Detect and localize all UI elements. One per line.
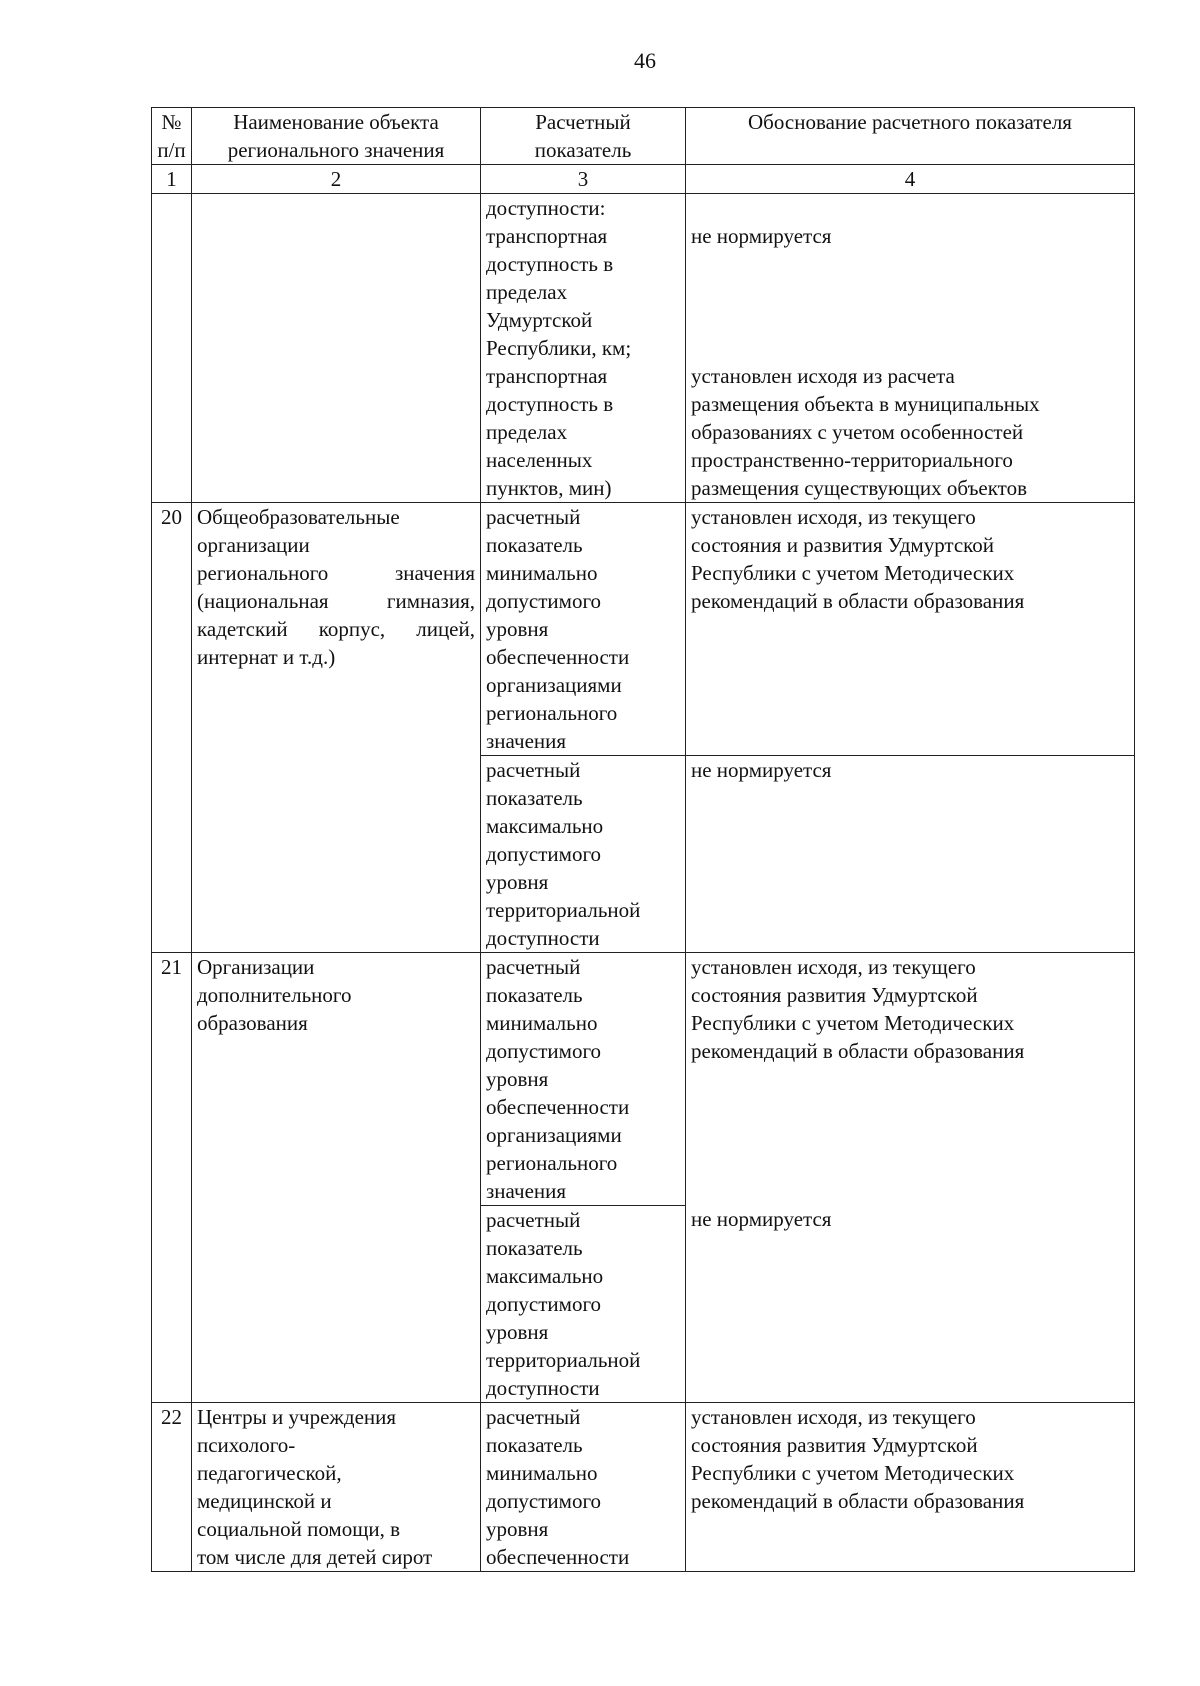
indicator-text: организациями	[486, 1123, 622, 1147]
indicator-text: показатель	[486, 1433, 583, 1457]
justification-text: Республики с учетом Методических	[691, 561, 1015, 585]
indicator-text: пределах	[486, 280, 568, 304]
column-number: 2	[192, 165, 481, 194]
object-name-text: дополнительного	[197, 983, 352, 1007]
object-name-text: регионального значения	[197, 561, 475, 585]
indicator-text: допустимого	[486, 842, 602, 866]
indicator-text: Республики, км;	[486, 336, 632, 360]
header-text: показатель	[534, 138, 632, 162]
table-row-21	[152, 953, 1135, 1206]
indicator-text: регионального	[486, 1151, 618, 1175]
object-name-text: (национальная гимназия,	[197, 589, 475, 613]
object-name-text: интернат и т.д.)	[197, 645, 336, 669]
spacer	[691, 1065, 1129, 1205]
object-name-text: Центры и учреждения	[197, 1405, 397, 1429]
header-number-cell	[152, 108, 192, 165]
indicator-text: территориальной	[486, 898, 641, 922]
header-name-cell	[192, 108, 481, 165]
object-name-text: образования	[197, 1011, 308, 1035]
indicator-text: допустимого	[486, 1489, 602, 1513]
indicator-text: расчетный	[486, 1405, 581, 1429]
justification-text: Республики с учетом Методических	[691, 1461, 1015, 1485]
indicator-text: показатель	[486, 533, 583, 557]
object-name-text: Общеобразовательные	[197, 505, 400, 529]
justification-text: пространственно-территориального	[691, 448, 1013, 472]
indicator-text: обеспеченности	[486, 1545, 630, 1569]
spacer	[691, 250, 1129, 362]
object-name-cell	[192, 953, 481, 1403]
justification-text: состояния развития Удмуртской	[691, 983, 978, 1007]
indicator-text: уровня	[486, 1067, 549, 1091]
indicator-text: уровня	[486, 1517, 549, 1541]
row-number-cell: 20	[152, 503, 192, 953]
justification-text: не нормируется	[691, 1207, 832, 1231]
indicator-text: расчетный	[486, 758, 581, 782]
justification-text: размещения объекта в муниципальных	[691, 392, 1040, 416]
page-number: 46	[634, 48, 656, 73]
indicator-text: показатель	[486, 1236, 583, 1260]
object-name-text: Организации	[197, 955, 315, 979]
indicator-text: транспортная	[486, 364, 608, 388]
justification-cell	[686, 756, 1135, 953]
indicator-text: максимально	[486, 1264, 604, 1288]
indicator-cell	[481, 953, 686, 1206]
justification-text: установлен исходя, из текущего	[691, 1405, 976, 1429]
indicator-text: обеспеченности	[486, 645, 630, 669]
indicator-text: минимально	[486, 561, 598, 585]
header-indicator-cell	[481, 108, 686, 165]
justification-text: установлен исходя, из текущего	[691, 505, 976, 529]
indicator-text: минимально	[486, 1461, 598, 1485]
justification-text: рекомендаций в области образования	[691, 589, 1025, 613]
table-row-20	[152, 503, 1135, 756]
justification-text: не нормируется	[691, 224, 832, 248]
indicator-text: расчетный	[486, 955, 581, 979]
indicator-text: уровня	[486, 617, 549, 641]
indicator-text: Удмуртской	[486, 308, 593, 332]
table-row-continuation	[152, 194, 1135, 503]
justification-text: установлен исходя из расчета	[691, 364, 955, 388]
justification-cell	[686, 953, 1135, 1403]
table-row-22	[152, 1403, 1135, 1572]
justification-text: образованиях с учетом особенностей	[691, 420, 1024, 444]
justification-text: размещения существующих объектов	[691, 476, 1027, 500]
indicator-text: регионального	[486, 701, 618, 725]
indicator-text: допустимого	[486, 589, 602, 613]
indicator-text: населенных	[486, 448, 593, 472]
justification-text: не нормируется	[691, 758, 832, 782]
header-text: Обоснование расчетного показателя	[748, 110, 1072, 134]
indicator-text: значения	[486, 1179, 567, 1203]
justification-text: состояния и развития Удмуртской	[691, 533, 995, 557]
indicator-cell	[481, 1206, 686, 1403]
object-name-text: кадетский корпус, лицей,	[197, 617, 475, 641]
row-number-cell: 21	[152, 953, 192, 1403]
indicator-text: доступность в	[486, 252, 614, 276]
justification-text: рекомендаций в области образования	[691, 1039, 1025, 1063]
indicator-text: показатель	[486, 983, 583, 1007]
indicator-text: расчетный	[486, 505, 581, 529]
object-name-cell	[192, 503, 481, 953]
indicator-text: транспортная	[486, 224, 608, 248]
header-text: Расчетный	[535, 110, 631, 134]
indicator-text: уровня	[486, 870, 549, 894]
indicator-text: допустимого	[486, 1292, 602, 1316]
justification-cell	[686, 194, 1135, 503]
object-name-cell	[192, 1403, 481, 1572]
indicator-cell	[481, 503, 686, 756]
justification-text: Республики с учетом Методических	[691, 1011, 1015, 1035]
indicators-table	[151, 107, 1135, 1572]
indicator-cell	[481, 756, 686, 953]
indicator-text: максимально	[486, 814, 604, 838]
justification-text: рекомендаций в области образования	[691, 1489, 1025, 1513]
indicator-cell	[481, 1403, 686, 1572]
indicator-text: показатель	[486, 786, 583, 810]
justification-cell	[686, 1403, 1135, 1572]
column-number: 4	[686, 165, 1135, 194]
indicator-text: территориальной	[486, 1348, 641, 1372]
object-name-text: психолого-	[197, 1433, 296, 1457]
indicator-text: пределах	[486, 420, 568, 444]
object-name-text: педагогической,	[197, 1461, 342, 1485]
column-number: 1	[152, 165, 192, 194]
header-text: №	[161, 110, 182, 134]
justification-text: установлен исходя, из текущего	[691, 955, 976, 979]
table-header-row	[152, 108, 1135, 165]
row-number-cell: 22	[152, 1403, 192, 1572]
indicator-text: доступности	[486, 926, 600, 950]
indicator-text: допустимого	[486, 1039, 602, 1063]
header-text: регионального значения	[227, 138, 445, 162]
indicator-text: доступности:	[486, 196, 606, 220]
indicator-text: значения	[486, 729, 567, 753]
indicator-text: уровня	[486, 1320, 549, 1344]
object-name-text: том числе для детей сирот	[197, 1545, 433, 1569]
justification-cell	[686, 503, 1135, 756]
indicator-text: пунктов, мин)	[486, 476, 612, 500]
indicator-text: минимально	[486, 1011, 598, 1035]
header-text: п/п	[157, 138, 186, 162]
column-number: 3	[481, 165, 686, 194]
indicator-cell	[481, 194, 686, 503]
header-text: Наименование объекта	[233, 110, 439, 134]
indicator-text: доступности	[486, 1376, 600, 1400]
row-number-cell	[152, 194, 192, 503]
column-number-row	[152, 165, 1135, 194]
spacer	[691, 194, 1129, 222]
indicator-text: обеспеченности	[486, 1095, 630, 1119]
indicator-text: расчетный	[486, 1208, 581, 1232]
object-name-cell	[192, 194, 481, 503]
object-name-text: медицинской и	[197, 1489, 332, 1513]
justification-text: состояния развития Удмуртской	[691, 1433, 978, 1457]
object-name-text: организации	[197, 533, 310, 557]
object-name-text: социальной помощи, в	[197, 1517, 401, 1541]
indicator-text: организациями	[486, 673, 622, 697]
indicator-text: доступность в	[486, 392, 614, 416]
header-justification-cell	[686, 108, 1135, 165]
